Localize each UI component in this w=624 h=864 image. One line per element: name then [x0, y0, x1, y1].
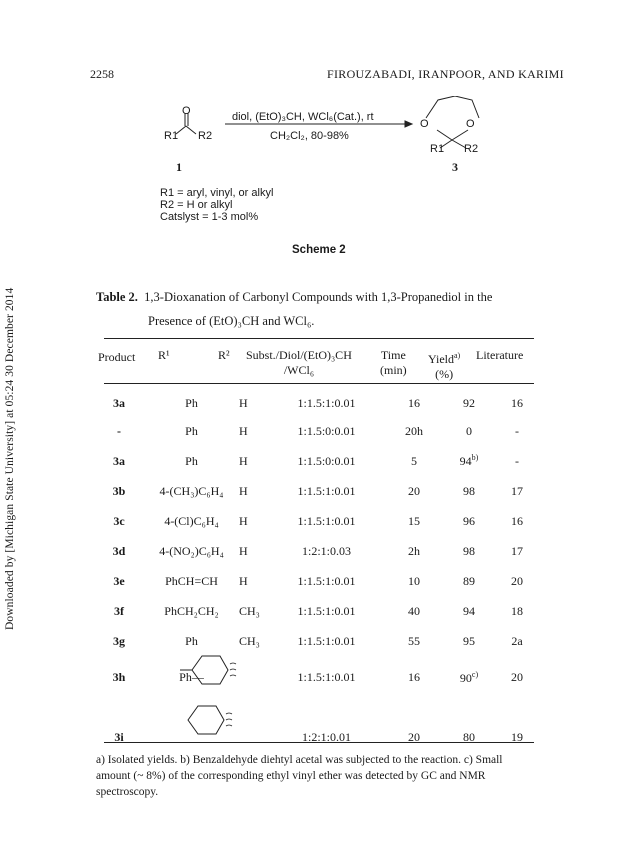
cell-ratio: 1:1.5:1:0.01 — [297, 670, 356, 684]
table-caption-line2: Presence of (EtO)₃CH and WCl₆. — [148, 314, 315, 328]
reagents-below: CH₂Cl₂, 80-98% — [270, 130, 349, 142]
cell-product: 3e — [113, 573, 125, 588]
condition-r2: R2 = H or alkyl — [160, 199, 233, 211]
compound-1-label: 1 — [176, 160, 182, 174]
cell-ratio: 1:1.5:1:0.01 — [297, 573, 356, 588]
cell-lit: 16 — [511, 513, 523, 528]
cell-r2: CH₃ — [239, 633, 260, 648]
table-caption — [96, 290, 492, 305]
cyclohexane-ring-3i-icon — [184, 700, 244, 740]
table-row — [94, 626, 540, 656]
cell-ratio: 1:1.5:0:0.01 — [297, 423, 356, 438]
table-bottom-rule — [104, 742, 534, 743]
cell-yield: 95 — [463, 633, 475, 648]
cell-lit: 17 — [511, 483, 523, 498]
condition-r1: R1 = aryl, vinyl, or alkyl — [160, 187, 274, 199]
cell-yield: 94$^{b)}$ — [459, 453, 479, 468]
cell-lit: 19 — [511, 729, 523, 744]
scheme-label: Scheme 2 — [292, 244, 346, 256]
cell-r2: H — [239, 573, 248, 588]
cell-yield: 80 — [463, 729, 475, 744]
cell-time: 55 — [408, 633, 420, 648]
cell-product: 3i — [114, 729, 124, 744]
col-r1: R¹ — [158, 348, 170, 362]
cell-product: 3f — [114, 603, 124, 618]
col-yield-line2: (%) — [435, 367, 454, 381]
table-row — [94, 656, 540, 722]
table-top-rule — [104, 338, 534, 339]
cell-r1: Ph — [185, 453, 198, 468]
cell-ratio: 1:1.5:1:0.01 — [297, 395, 356, 410]
cell-time: 10 — [408, 573, 420, 588]
cell-product: - — [117, 423, 121, 438]
cell-ratio: 1:1.5:1:0.01 — [297, 603, 356, 618]
cell-ratio: 1:2:1:0.01 — [301, 729, 351, 744]
dioxane-r1: R1 — [430, 143, 445, 155]
table-caption-text: 1,3-Dioxanation of Carbonyl Compounds with 1,3-Propanediol in the — [144, 290, 493, 304]
cell-product: 3a — [113, 395, 125, 410]
download-watermark: Downloaded by [Michigan State University] at 05:24 30 December 2014 — [4, 287, 16, 630]
cell-r2: H — [239, 423, 248, 438]
cyclohexyl-ring-3h-icon — [180, 650, 240, 690]
table-row — [94, 476, 540, 506]
cell-yield: 90$^{c)}$ — [459, 670, 479, 685]
cell-time: 20 — [408, 729, 420, 744]
cell-product: 3d — [112, 543, 126, 558]
cell-yield: 94 — [463, 603, 475, 618]
col-yield-line1: Yield — [428, 352, 454, 366]
cell-time: 5 — [411, 453, 417, 468]
col-ratio-line1: Subst./Diol/(EtO)₃CH — [246, 348, 352, 362]
cell-r2: H — [239, 483, 248, 498]
cell-yield: 89 — [463, 573, 475, 588]
reagents-above: diol, (EtO)₃CH, WCl₆(Cat.), rt — [232, 111, 374, 123]
cell-lit: 2a — [511, 633, 523, 648]
col-yield-sup: a) — [454, 351, 461, 360]
ketone-r1: R1 — [164, 130, 179, 142]
cell-r2: CH₃ — [239, 603, 260, 618]
cell-ratio: 1:1.5:1:0.01 — [297, 513, 356, 528]
cell-r1: Ph — [185, 633, 198, 648]
col-ratio-line2: /WCl₆ — [283, 363, 315, 377]
dioxane-oxygen-right: O — [466, 118, 475, 130]
table-row — [94, 506, 540, 536]
cell-time: 20h — [405, 423, 423, 438]
table-row — [94, 566, 540, 596]
scheme-conditions — [160, 187, 273, 223]
cell-r1: Ph — [185, 395, 198, 410]
dioxane-oxygen-left: O — [420, 118, 429, 130]
table-row — [94, 536, 540, 566]
table-row — [94, 722, 540, 752]
cell-yield: 96 — [463, 513, 475, 528]
table-header-rule — [104, 383, 534, 384]
condition-catalyst: Catslyst = 1-3 mol% — [160, 211, 259, 223]
cell-r1: PhCH=CH — [165, 573, 218, 588]
cell-time: 16 — [408, 395, 420, 410]
dioxane-r2: R2 — [464, 143, 479, 155]
cell-time: 2h — [408, 543, 420, 558]
table-row — [94, 446, 540, 476]
cell-r1: Ph— — [179, 670, 204, 684]
cell-time: 40 — [408, 603, 420, 618]
cell-r2: H — [239, 395, 248, 410]
cell-product: 3a — [113, 453, 125, 468]
cell-r2: H — [239, 543, 248, 558]
col-yield — [428, 348, 460, 382]
cell-lit: 18 — [511, 603, 523, 618]
table-row — [94, 596, 540, 626]
cell-r1: 4-(CH₃)C₆H₄ — [159, 483, 224, 498]
cell-product: 3b — [112, 483, 126, 498]
table-row — [94, 416, 540, 446]
cell-lit: - — [515, 423, 519, 438]
cell-r1: PhCH₂CH₂ — [164, 603, 219, 618]
cell-lit: 20 — [511, 670, 523, 684]
cell-ratio: 1:1.5:1:0.01 — [297, 483, 356, 498]
cell-r1: 4-(Cl)C₆H₄ — [164, 513, 219, 528]
cell-ratio: 1:1.5:0:0.01 — [297, 453, 356, 468]
col-time-line2: (min) — [380, 363, 407, 377]
cell-time: 20 — [408, 483, 420, 498]
col-r2: R² — [218, 348, 230, 362]
col-time-line1: Time — [380, 348, 406, 362]
col-product: Product — [98, 350, 136, 364]
cell-product: 3c — [113, 513, 125, 528]
cell-ratio: 1:1.5:1:0.01 — [297, 633, 356, 648]
col-ratio — [246, 348, 352, 378]
running-title: FIROUZABADI, IRANPOOR, AND KARIMI — [327, 67, 564, 81]
compound-3-label: 3 — [452, 160, 458, 174]
cell-lit: - — [515, 453, 519, 468]
results-table — [94, 390, 540, 752]
page-number: 2258 — [90, 67, 114, 81]
cell-r1: 4-(NO₂)C₆H₄ — [159, 543, 224, 558]
cell-time: 16 — [408, 670, 420, 684]
cell-r2: H — [239, 453, 248, 468]
cell-lit: 17 — [511, 543, 523, 558]
ketone-r2: R2 — [198, 130, 213, 142]
table-footnote: a) Isolated yields. b) Benzaldehyde diehtyl acetal was subjected to the reaction. c) Small amount (~ 8%) of the corresponding ethyl vinyl ether was detected by GC and NMR spectroscopy. — [96, 754, 503, 798]
cell-r1: Ph — [185, 423, 198, 438]
cell-lit: 20 — [511, 573, 523, 588]
col-literature: Literature — [476, 348, 524, 362]
cell-r2: H — [239, 513, 248, 528]
cell-product: 3h — [112, 670, 126, 684]
ketone-oxygen: O — [182, 105, 191, 117]
cell-yield: 98 — [463, 483, 475, 498]
cell-product: 3g — [113, 633, 125, 648]
table-caption-number: Table 2. — [96, 290, 138, 304]
cell-time: 15 — [408, 513, 420, 528]
cell-ratio: 1:2:1:0.03 — [301, 543, 351, 558]
col-time — [380, 348, 407, 378]
cell-lit: 16 — [511, 395, 523, 410]
cell-yield: 98 — [463, 543, 475, 558]
cell-yield: 92 — [463, 395, 475, 410]
cell-yield: 0 — [466, 423, 472, 438]
table-row — [94, 390, 540, 416]
